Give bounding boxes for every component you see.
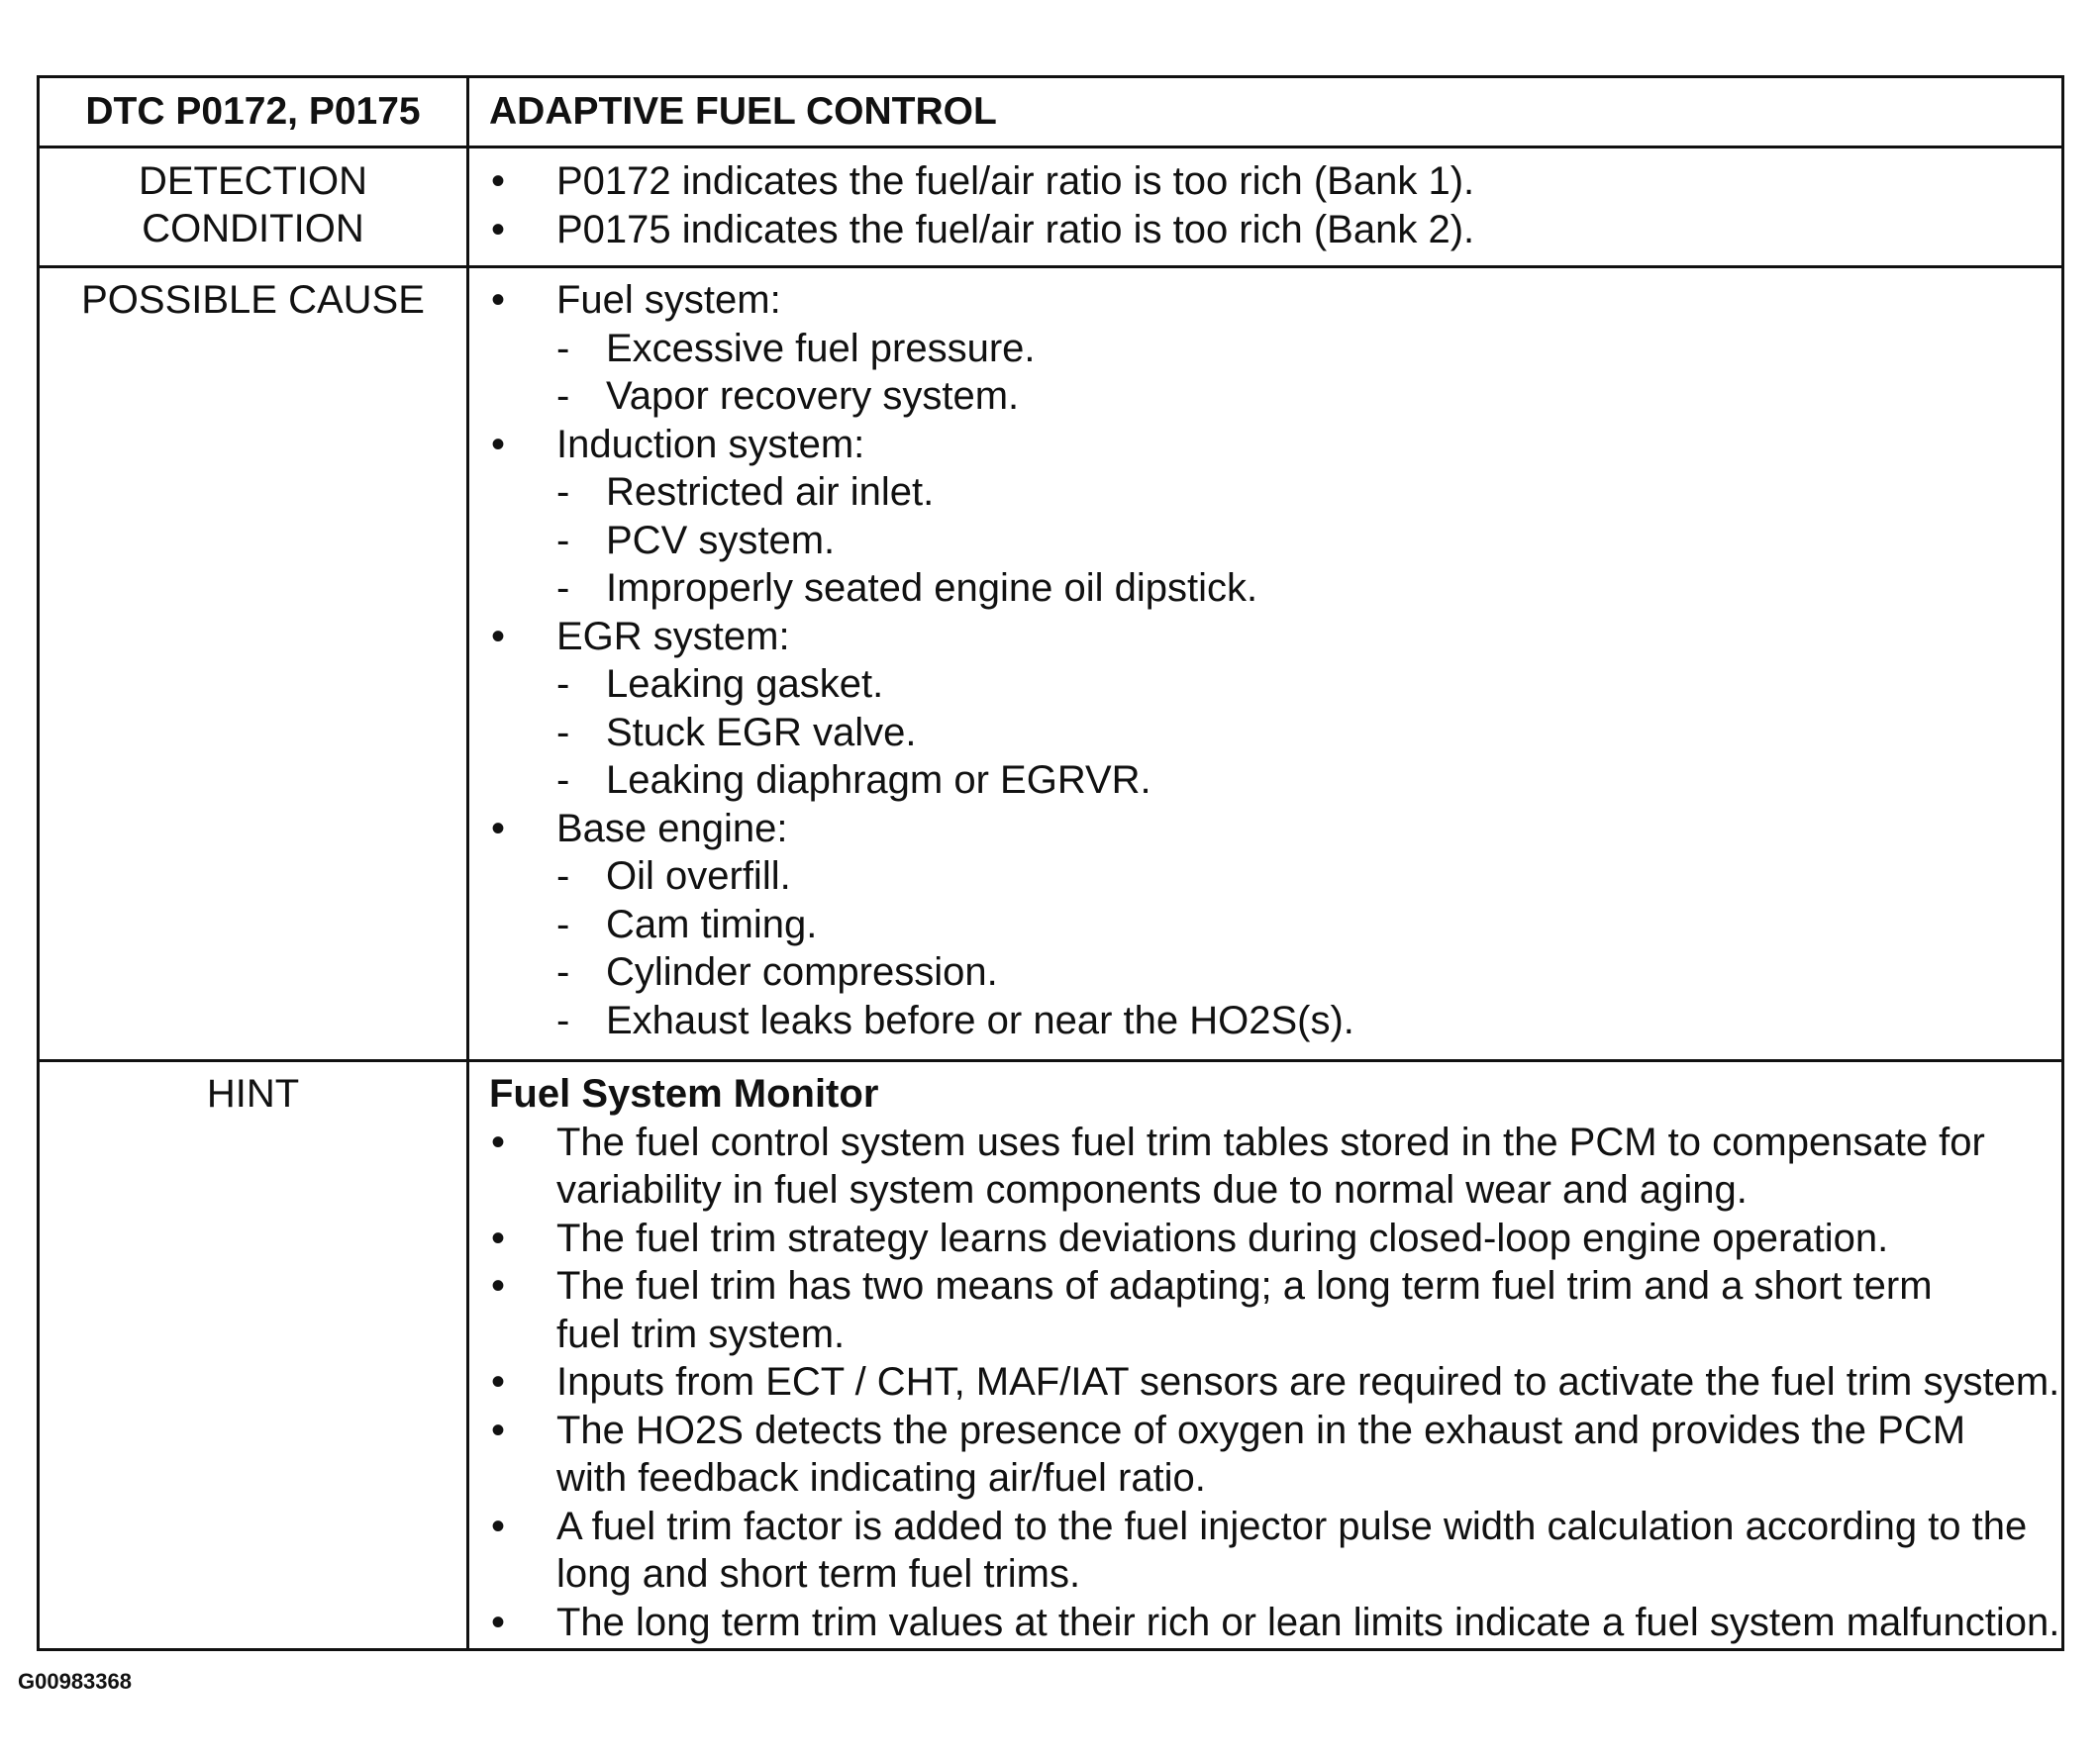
list-item: • Base engine: (469, 805, 2061, 853)
bullet-icon: • (491, 422, 506, 466)
sub-list-item: - Stuck EGR valve. (469, 709, 2061, 757)
list-item: • EGR system: (469, 613, 2061, 661)
bullet-icon: • (491, 1408, 506, 1452)
table-title: ADAPTIVE FUEL CONTROL (489, 90, 997, 133)
dash-icon: - (556, 998, 570, 1042)
list-item: • A fuel trim factor is added to the fuel injector pulse width calculation according to the long and short term fuel trims. (491, 1504, 2028, 1596)
dtc-table (37, 75, 2064, 1651)
sub-list-item: - Vapor recovery system. (469, 372, 2061, 421)
sub-list-item: - Cam timing. (469, 901, 2061, 949)
detection-condition-list (469, 157, 2061, 253)
bullet-icon: • (491, 207, 506, 251)
dash-icon: - (556, 710, 570, 754)
bullet-icon: • (491, 1600, 506, 1644)
bullet-icon: • (491, 1216, 506, 1260)
dash-icon: - (556, 950, 570, 994)
list-item: • Induction system: (469, 421, 2061, 469)
list-item: • P0175 indicates the fuel/air ratio is too rich (Bank 2). (469, 206, 2061, 254)
dash-icon: - (556, 374, 570, 418)
hint-list (469, 1070, 2061, 1646)
list-item: • The fuel trim strategy learns deviations during closed-loop engine operation. (469, 1215, 2061, 1263)
possible-cause-label: POSSIBLE CAUSE (81, 278, 425, 322)
bullet-icon: • (491, 806, 506, 850)
sub-list-item: - Leaking diaphragm or EGRVR. (469, 756, 2061, 805)
possible-cause-row (40, 268, 2061, 1062)
sub-list-item: - Excessive fuel pressure. (469, 325, 2061, 373)
sub-list-item: - Restricted air inlet. (469, 468, 2061, 517)
bullet-icon: • (491, 278, 506, 322)
dash-icon: - (556, 566, 570, 610)
dash-icon: - (556, 518, 570, 562)
sub-list-item: - Cylinder compression. (469, 948, 2061, 997)
sub-list-item: - PCV system. (469, 517, 2061, 565)
sub-list-item: - Leaking gasket. (469, 660, 2061, 709)
hint-heading: Fuel System Monitor (489, 1072, 879, 1116)
dash-icon: - (556, 470, 570, 514)
bullet-icon: • (491, 1120, 506, 1164)
list-item: • P0172 indicates the fuel/air ratio is too rich (Bank 1). (469, 157, 2061, 206)
figure-id: G00983368 (18, 1669, 132, 1694)
bullet-icon: • (491, 1264, 506, 1308)
sub-list-item: - Improperly seated engine oil dipstick. (469, 564, 2061, 613)
header-row (40, 78, 2061, 148)
sub-list-item: - Oil overfill. (469, 852, 2061, 901)
bullet-icon: • (491, 1504, 506, 1548)
list-item: • The long term trim values at their rich or lean limits indicate a fuel system malfunction. (469, 1599, 2061, 1647)
list-item: • Fuel system: (469, 276, 2061, 325)
list-item: • The HO2S detects the presence of oxygen in the exhaust and provides the PCM with feedback indicating air/fuel ratio. (491, 1408, 1966, 1500)
detection-condition-label: DETECTION CONDITION (138, 159, 368, 250)
detection-condition-row (40, 148, 2061, 268)
sub-list-item: - Exhaust leaks before or near the HO2S(s). (469, 997, 2061, 1045)
possible-cause-list (469, 276, 2061, 1044)
list-item: • The fuel control system uses fuel trim tables stored in the PCM to compensate for variability in fuel system components due to normal wear and aging. (491, 1120, 1985, 1212)
dash-icon: - (556, 326, 570, 370)
bullet-icon: • (491, 614, 506, 658)
dash-icon: - (556, 902, 570, 946)
list-item: • The fuel trim has two means of adapting; a long term fuel trim and a short term fuel trim system. (491, 1264, 1933, 1356)
dtc-code-cell: DTC P0172, P0175 (85, 90, 421, 133)
hint-label: HINT (206, 1072, 300, 1116)
bullet-icon: • (491, 159, 506, 203)
dash-icon: - (556, 854, 570, 898)
bullet-icon: • (491, 1360, 506, 1404)
list-item: • Inputs from ECT / CHT, MAF/IAT sensors are required to activate the fuel trim system. (469, 1358, 2061, 1407)
dash-icon: - (556, 758, 570, 802)
dash-icon: - (556, 662, 570, 706)
hint-row (40, 1062, 2061, 1648)
